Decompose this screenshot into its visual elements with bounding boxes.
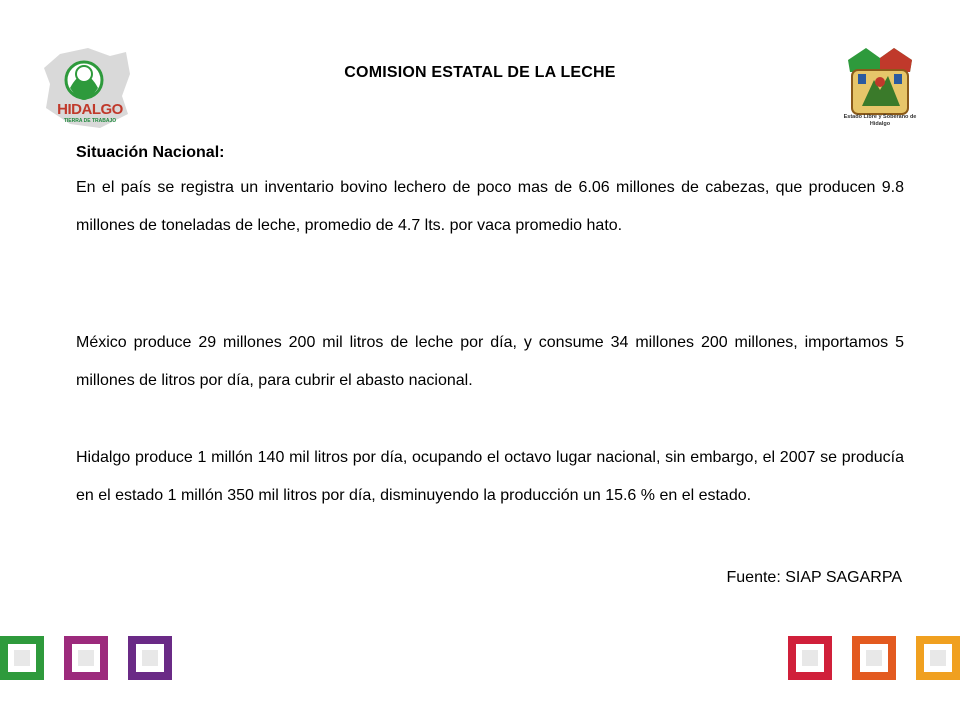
hidalgo-logo-subtext: TIERRA DE TRABAJO: [63, 118, 117, 124]
decor-square: [788, 636, 832, 680]
paragraph-mexico-production: México produce 29 millones 200 mil litros de leche por día, y consume 34 millones 200 millones, importamos 5 millones de litros por día, para cubrir el abasto nacional.: [76, 334, 904, 389]
decor-square: [916, 636, 960, 680]
decor-square: [64, 636, 108, 680]
page-title: COMISION ESTATAL DE LA LECHE: [344, 64, 616, 81]
state-logo-caption: Estado Libre y Soberano de Hidalgo: [843, 114, 917, 127]
paragraph-hidalgo-production: Hidalgo produce 1 millón 140 mil litros por día, ocupando el octavo lugar nacional, sin embargo, el 2007 se producía en el estado 1 millón 350 mil litros por día, disminuyendo la producción un 15.6 % en el estado.: [76, 449, 904, 504]
decor-square: [0, 636, 44, 680]
section-subtitle: Situación Nacional:: [76, 144, 225, 161]
decor-square: [852, 636, 896, 680]
hidalgo-logo-text: HIDALGO: [57, 101, 123, 118]
decor-square: [128, 636, 172, 680]
paragraph-national-inventory: En el país se registra un inventario bovino lechero de poco mas de 6.06 millones de cabezas, que producen 9.8 millones de toneladas de leche, promedio de 4.7 lts. por vaca promedio hato.: [76, 179, 904, 234]
source-citation: Fuente: SIAP SAGARPA: [726, 569, 902, 586]
